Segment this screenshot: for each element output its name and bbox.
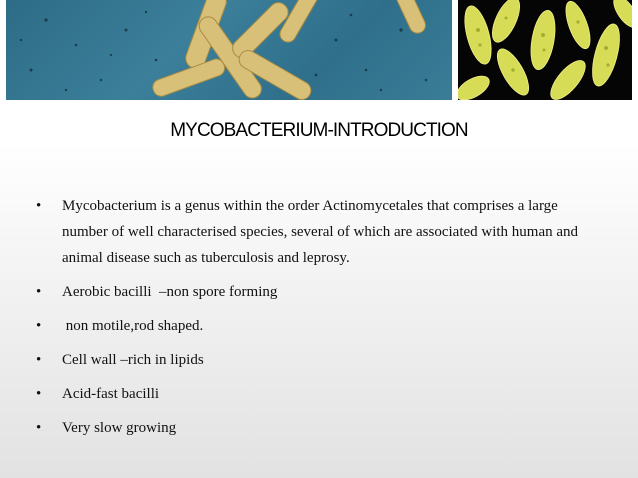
bullet-text: Mycobacterium is a genus within the order Actinomycetales that comprises a large number of well characterised species, several of which are associated with human and animal disease such as tuberculosis and leprosy.: [62, 198, 579, 266]
bacteria-micrograph-blue: [6, 0, 452, 100]
bullet-item: [36, 313, 606, 339]
bullet-text: Very slow growing: [62, 420, 177, 436]
bullet-marker: •: [36, 198, 42, 214]
bullet-text: non motile,rod shaped.: [62, 318, 204, 334]
bullet-item: [36, 415, 606, 441]
bullet-marker: •: [36, 420, 42, 436]
bacteria-micrograph-yellow: [458, 0, 632, 100]
bullet-marker: •: [36, 284, 42, 300]
bullet-item: [36, 381, 606, 407]
bullet-text: Aerobic bacilli –non spore forming: [62, 284, 278, 300]
bullet-list: [36, 193, 606, 449]
bullet-text: Acid-fast bacilli: [62, 386, 160, 402]
bullet-item: [36, 347, 606, 373]
bullet-item: [36, 193, 606, 271]
bullet-item: [36, 279, 606, 305]
slide-title: MYCOBACTERIUM-INTRODUCTION: [170, 120, 468, 141]
micrograph-yellow-svg: [458, 0, 632, 100]
bullet-marker: •: [36, 386, 42, 402]
bullet-marker: •: [36, 318, 42, 334]
bullet-text: Cell wall –rich in lipids: [62, 352, 204, 368]
bullet-marker: •: [36, 352, 42, 368]
micrograph-blue-svg: [6, 0, 452, 100]
